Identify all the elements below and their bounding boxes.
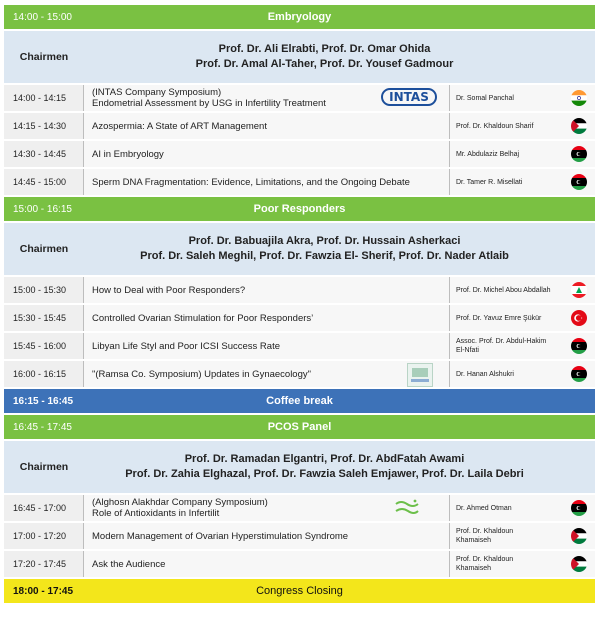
talk-topic: Sperm DNA Fragmentation: Evidence, Limitations, and the Ongoing Debate (83, 169, 449, 195)
chairmen-block (4, 223, 595, 275)
topic-line: "(Ramsa Co. Symposium) Updates in Gynaecology" (92, 368, 311, 380)
session-title: Poor Responders (253, 203, 346, 215)
talk-time: 15:45 - 16:00 (13, 341, 67, 351)
talk-time: 14:30 - 14:45 (13, 149, 67, 159)
closing-bar (4, 579, 595, 603)
session-time: 14:00 - 15:00 (13, 11, 72, 23)
jordan-flag-icon (571, 556, 587, 572)
chairmen-names (84, 234, 595, 264)
talk-time: 16:45 - 17:00 (13, 503, 67, 513)
talk-row (4, 523, 595, 549)
closing-time: 18:00 - 17:45 (13, 585, 74, 597)
talk-speaker (449, 523, 595, 549)
alghosn-logo-icon (393, 498, 421, 518)
speaker-name: Prof. Dr. Khaldoun (456, 528, 514, 535)
talk-speaker (449, 361, 595, 387)
talk-time: 16:00 - 16:15 (13, 369, 67, 379)
speaker-name: Prof. Dr. Khaldoun Sharif (456, 122, 534, 130)
talk-topic: Libyan Life Styl and Poor ICSI Success Rate (83, 333, 449, 359)
chairmen-line: Prof. Dr. Ramadan Elgantri, Prof. Dr. AbdFatah Awami (184, 453, 465, 465)
coffee-time: 16:15 - 16:45 (13, 395, 74, 407)
libya-flag-icon (571, 174, 587, 190)
session-title: PCOS Panel (267, 421, 332, 433)
talk-time: 14:15 - 14:30 (13, 121, 67, 131)
topic-line: Role of Antioxidants in Infertilit (92, 508, 220, 519)
speaker-name: Prof. Dr. Yavuz Emre Şükür (456, 314, 542, 322)
speaker-name: Dr. Tamer R. Misellati (456, 178, 523, 186)
talk-speaker (449, 113, 595, 139)
talk-row (4, 333, 595, 359)
talk-speaker (449, 305, 595, 331)
talk-time: 15:30 - 15:45 (13, 313, 67, 323)
talk-time: 14:00 - 14:15 (13, 93, 67, 103)
libya-flag-icon (571, 338, 587, 354)
talk-row (4, 305, 595, 331)
talk-topic: AI in Embryology (83, 141, 449, 167)
session-time: 16:45 - 17:45 (13, 421, 72, 433)
session-time: 15:00 - 16:15 (13, 203, 72, 215)
speaker-name: Prof. Dr. Michel Abou Abdallah (456, 286, 551, 294)
libya-flag-icon (571, 500, 587, 516)
closing-title: Congress Closing (256, 585, 343, 597)
talk-row (4, 141, 595, 167)
speaker-name: Khamaiseh (456, 565, 492, 572)
talk-speaker (449, 333, 595, 359)
speaker-name: Dr. Ahmed Otman (456, 504, 512, 512)
libya-flag-icon (571, 146, 587, 162)
chairmen-line: Prof. Dr. Amal Al-Taher, Prof. Dr. Yousef Gadmour (195, 58, 454, 70)
chairmen-label: Chairmen (19, 243, 69, 255)
session-title: Embryology (267, 11, 332, 23)
coffee-break-bar (4, 389, 595, 413)
coffee-title: Coffee break (266, 395, 333, 407)
topic-line: (Alghosn Alakhdar Company Symposium) (92, 497, 268, 508)
chairmen-block (4, 31, 595, 83)
chairmen-block (4, 441, 595, 493)
chairmen-names (84, 42, 595, 72)
session-header-embryology (4, 5, 595, 29)
speaker-name: Assoc. Prof. Dr. Abdul-Hakim (456, 338, 547, 345)
chairmen-line: Prof. Dr. Saleh Meghil, Prof. Dr. Fawzia El- Sherif, Prof. Dr. Nader Atlaib (140, 250, 509, 262)
program-schedule (4, 5, 595, 605)
talk-speaker (449, 141, 595, 167)
talk-row (4, 113, 595, 139)
speaker-name: Dr. Hanan Alshukri (456, 370, 514, 378)
speaker-name: Mr. Abdulaziz Belhaj (456, 150, 520, 158)
talk-row (4, 551, 595, 577)
ramsa-logo-icon (407, 363, 433, 387)
talk-time: 14:45 - 15:00 (13, 177, 67, 187)
talk-speaker (449, 169, 595, 195)
talk-row (4, 85, 595, 111)
talk-time: 17:00 - 17:20 (13, 531, 67, 541)
chairmen-label: Chairmen (19, 461, 69, 473)
speaker-name: Dr. Somal Panchal (456, 94, 514, 102)
lebanon-flag-icon (571, 282, 587, 298)
chairmen-line: Prof. Dr. Ali Elrabti, Prof. Dr. Omar Ohida (218, 43, 431, 55)
india-flag-icon (571, 90, 587, 106)
chairmen-label: Chairmen (19, 51, 69, 63)
session-header-poor-responders (4, 197, 595, 221)
talk-topic (83, 495, 449, 521)
talk-speaker (449, 85, 595, 111)
speaker-name: El-Nfati (456, 347, 479, 354)
session-header-pcos (4, 415, 595, 439)
talk-row (4, 495, 595, 521)
talk-time: 17:20 - 17:45 (13, 559, 67, 569)
talk-topic: Controlled Ovarian Stimulation for Poor Responders’ (83, 305, 449, 331)
jordan-flag-icon (571, 118, 587, 134)
topic-line: (INTAS Company Symposium) (92, 87, 222, 98)
talk-topic (83, 361, 449, 387)
talk-row (4, 277, 595, 303)
talk-topic: How to Deal with Poor Responders? (83, 277, 449, 303)
chairmen-line: Prof. Dr. Zahia Elghazal, Prof. Dr. Fawzia Saleh Emjawer, Prof. Dr. Laila Debri (125, 468, 524, 480)
talk-topic: Modern Management of Ovarian Hyperstimulation Syndrome (83, 523, 449, 549)
speaker-name: Khamaiseh (456, 537, 492, 544)
libya-flag-icon (571, 366, 587, 382)
intas-logo: INTAS (381, 88, 437, 106)
topic-line: Endometrial Assessment by USG in Infertility Treatment (92, 98, 326, 109)
talk-speaker (449, 495, 595, 521)
chairmen-line: Prof. Dr. Babuajila Akra, Prof. Dr. Hussain Asherkaci (188, 235, 461, 247)
speaker-name: Prof. Dr. Khaldoun (456, 556, 514, 563)
chairmen-names (84, 452, 595, 482)
talk-time: 15:00 - 15:30 (13, 285, 67, 295)
talk-speaker (449, 551, 595, 577)
talk-row (4, 169, 595, 195)
talk-topic: Ask the Audience (83, 551, 449, 577)
talk-topic (83, 85, 449, 111)
talk-speaker (449, 277, 595, 303)
talk-row (4, 361, 595, 387)
turkey-flag-icon (571, 310, 587, 326)
talk-topic: Azospermia: A State of ART Management (83, 113, 449, 139)
jordan-flag-icon (571, 528, 587, 544)
